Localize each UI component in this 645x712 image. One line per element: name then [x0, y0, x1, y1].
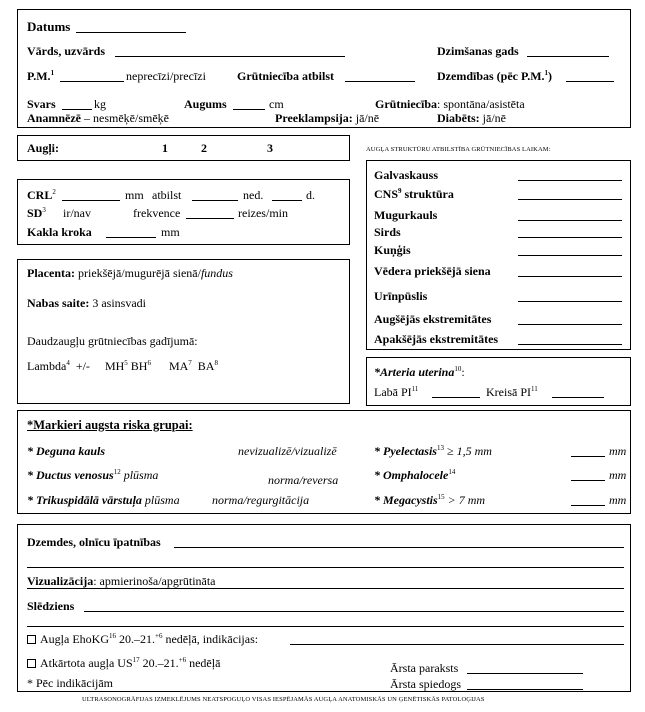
structure-augsejas: Augšējās ekstremitātes [374, 312, 492, 326]
daudzauglu-line: Daudzaugļu grūtniecības gadījumā: [27, 334, 198, 348]
placenta-line: Placenta: priekšējā/mugurējā sienā/fundus [27, 266, 233, 280]
structure-vedera-field[interactable] [518, 276, 622, 277]
grutn-atbilst-label: Grūtniecība atbilst [237, 69, 335, 83]
marker-triku: * Trikuspidālā vārstuļa plūsma [27, 493, 180, 507]
sd-irnav: ir/nav [63, 206, 91, 220]
dzemdibas-label: Dzemdības (pēc P.M.$^1$) [437, 69, 553, 83]
augli-count-3[interactable]: 3 [267, 141, 273, 155]
spiedogs-label: Ārsta spiedogs [390, 677, 461, 691]
crl-field[interactable] [62, 200, 120, 201]
marker-ductus: * Ductus venosus$^{12}$ plūsma [27, 468, 159, 482]
arteria-kreisa-field[interactable] [552, 397, 604, 398]
kakla-field[interactable] [106, 237, 156, 238]
cm-unit: cm [269, 97, 284, 111]
crl-ned: ned. [243, 188, 264, 202]
marker-pyel: * Pyelectasis$^{13}$ ≥ 1,5 mm [374, 444, 492, 458]
marker-mega: * Megacystis$^{15}$ > 7 mm [374, 493, 486, 507]
arteria-title: *Arteria uterina$^{10}$: [374, 365, 465, 379]
datums-label: Datums [27, 19, 71, 34]
atkartota-checkbox[interactable] [27, 659, 36, 668]
arteria-laba-field[interactable] [432, 397, 480, 398]
anamneze-line: Anamnēzē – nesmēķē/smēķē [27, 111, 169, 125]
marker-omph: * Omphalocele$^{14}$ [374, 468, 456, 482]
nabas-line: Nabas saite: 3 asinsvadi [27, 296, 147, 310]
ehokg-line[interactable]: Augļa EhoKG$^{16}$ 20.–21.$^{+6}$ nedēļā, indikācijas: [27, 633, 258, 645]
vards-label: Vārds, uzvārds [27, 44, 106, 58]
dzemdes-label: Dzemdes, olnīcu īpatnības [27, 535, 161, 549]
footer-note: ULTRASONOGRĀFIJAS IZMEKLĒJUMS NEATSPOGUĻO VISAS IESPĒJAMĀS AUGĻA ANATOMISKĀS UN ĢENĒTISKĀS PATOLOĢIJAS [82, 696, 485, 703]
dzimsanas-field[interactable] [527, 56, 609, 57]
structure-vedera: Vēdera priekšējā siena [374, 264, 491, 278]
sledziens-field[interactable] [84, 611, 624, 612]
svars-label: Svars [27, 97, 56, 111]
structure-urinpuslis-field[interactable] [518, 301, 622, 302]
frekvence-field[interactable] [186, 218, 234, 219]
structure-augsejas-field[interactable] [518, 324, 622, 325]
dzemdes-field-line2[interactable] [27, 567, 624, 568]
structure-cns: CNS$^9$ struktūra [374, 187, 454, 201]
marker-omph-mm: mm [609, 468, 627, 482]
structure-sirds: Sirds [374, 225, 401, 239]
sledziens-label: Slēdziens [27, 599, 75, 613]
augli-count-2[interactable]: 2 [201, 141, 207, 155]
diabets-line: Diabēts: jā/nē [437, 111, 506, 125]
ehokg-indikacijas-field[interactable] [290, 644, 624, 645]
kakla-mm: mm [161, 225, 180, 239]
dzimsanas-label: Dzimšanas gads [437, 44, 519, 58]
marker-pyel-mm: mm [609, 444, 627, 458]
marker-mega-mm: mm [609, 493, 627, 507]
sd-frekvence: frekvence [133, 206, 181, 220]
crl-ned-field[interactable] [192, 200, 238, 201]
augums-label: Augums [184, 97, 227, 111]
paraksts-field[interactable] [467, 673, 583, 674]
dzemdibas-field[interactable] [566, 81, 614, 82]
pm-field[interactable] [60, 81, 124, 82]
crl-d: d. [306, 188, 315, 202]
arteria-laba: Labā PI$^{11}$ [374, 385, 419, 399]
vards-field[interactable] [115, 56, 345, 57]
grutnieciba-line: Grūtniecība: spontāna/asistēta [375, 97, 525, 111]
vizualizacija-separator [27, 588, 624, 589]
preeklampsija-line: Preeklampsija: jā/nē [275, 111, 380, 125]
structure-kungis-field[interactable] [518, 255, 622, 256]
precizi-options: neprecīzi/precīzi [126, 69, 206, 83]
structure-urinpuslis: Urīnpūslis [374, 289, 428, 303]
structure-galvaskauss-field[interactable] [518, 180, 622, 181]
augli-box [17, 135, 350, 161]
datums-field[interactable] [76, 32, 186, 33]
augums-field[interactable] [233, 109, 265, 110]
arteria-kreisa: Kreisā PI$^{11}$ [486, 385, 538, 399]
atkartota-line[interactable]: Atkārtota augļa US$^{17}$ 20.–21.$^{+6}$ nedēļā [27, 657, 220, 669]
marker-deguna: * Deguna kauls [27, 444, 106, 458]
sd-label: $SD^3$ [27, 206, 46, 220]
marker-omph-field[interactable] [571, 480, 605, 481]
marker-deguna-value: nevizualizē/vizualizē [238, 444, 337, 458]
struct-title: AUGĻA STRUKTŪRU ATBILSTĪBA GRŪTNIECĪBAS LAIKAM: [366, 146, 551, 153]
structure-kungis: Kuņģis [374, 243, 411, 257]
structure-cns-field[interactable] [518, 199, 622, 200]
pm-label: P.M.$^1$ [27, 69, 55, 83]
ehokg-checkbox[interactable] [27, 635, 36, 644]
grutn-atbilst-field[interactable] [345, 81, 415, 82]
crl-line: CRL$^2$ [27, 188, 56, 202]
paraksts-label: Ārsta paraksts [390, 661, 459, 675]
sd-reizes: reizes/min [238, 206, 288, 220]
kakla-label: Kakla kroka [27, 225, 92, 239]
spiedogs-field[interactable] [467, 689, 583, 690]
sledziens-field-line2[interactable] [27, 626, 624, 627]
crl-atbilst: atbilst [152, 188, 182, 202]
augli-count-1[interactable]: 1 [162, 141, 168, 155]
structure-sirds-field[interactable] [518, 237, 622, 238]
marker-ductus-value: norma/reversa [268, 473, 339, 487]
structure-apaksejas-field[interactable] [518, 344, 622, 345]
marker-pyel-field[interactable] [571, 456, 605, 457]
pec-indikacijam: * Pēc indikācijām [27, 676, 113, 690]
placenta-box [17, 259, 350, 404]
kg-unit: kg [94, 97, 106, 111]
dzemdes-field[interactable] [174, 547, 624, 548]
svars-field[interactable] [62, 109, 92, 110]
structure-mugurkauls: Mugurkauls [374, 208, 438, 222]
lambda-line: Lambda$^4$ +/- $MH^5$ $BH^6$ $MA^7$ $BA^8$ [27, 359, 218, 373]
structure-galvaskauss: Galvaskauss [374, 168, 439, 182]
marker-mega-field[interactable] [571, 505, 605, 506]
marker-triku-value: norma/regurgitācija [212, 493, 310, 507]
structure-mugurkauls-field[interactable] [518, 220, 622, 221]
markers-title: *Markieri augsta riska grupai: [27, 418, 193, 432]
vizualizacija-line: Vizualizācija: apmierinoša/apgrūtināta [27, 574, 216, 588]
structure-apaksejas: Apakšējās ekstremitātes [374, 332, 499, 346]
crl-d-field[interactable] [272, 200, 302, 201]
augli-label: Augļi: [27, 141, 60, 155]
crl-mm: mm [125, 188, 144, 202]
